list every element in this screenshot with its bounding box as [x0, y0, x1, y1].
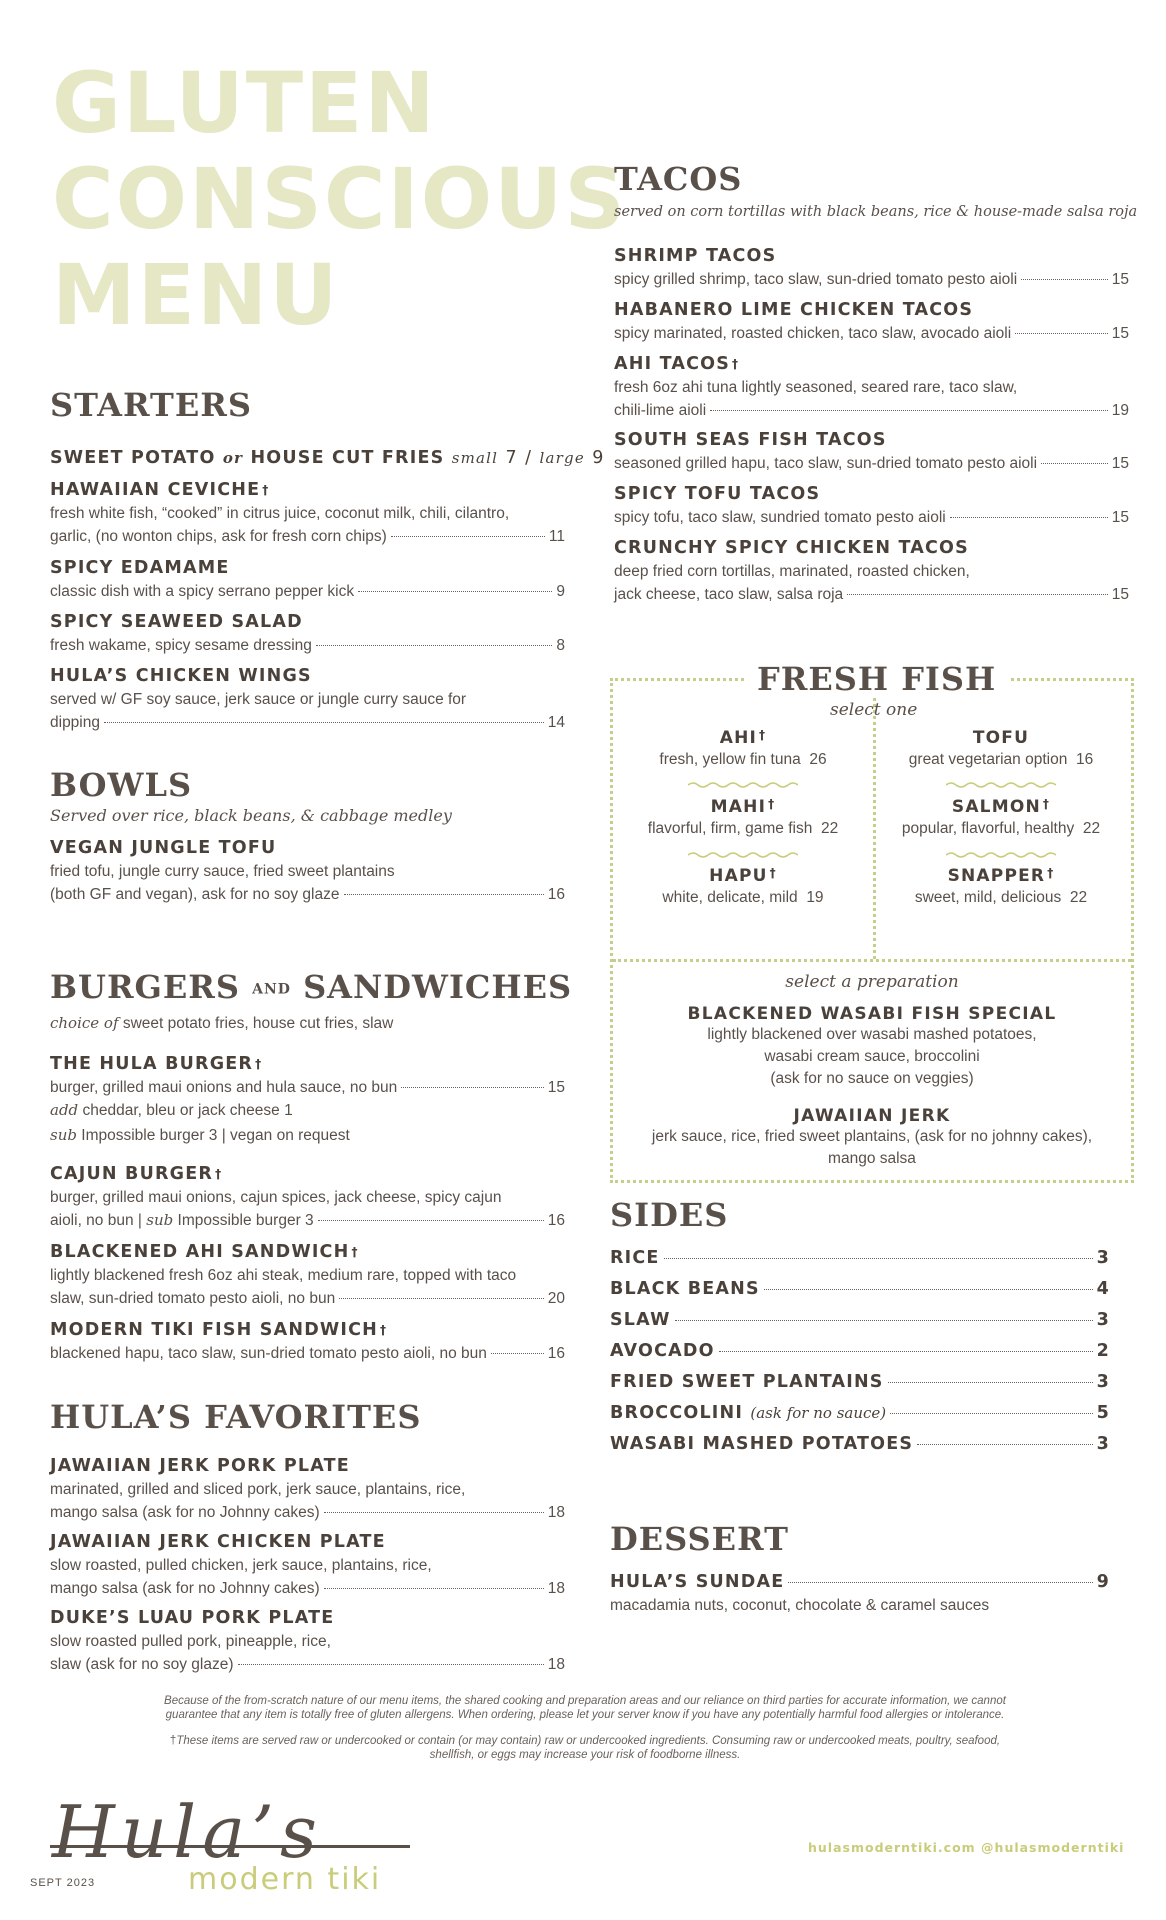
item-price: 19 [1111, 402, 1129, 419]
item-desc: jack cheese, taco slaw, salsa roja [614, 586, 844, 603]
item-name: HABANERO LIME CHICKEN TACOS [614, 300, 974, 320]
fries-item [50, 446, 605, 470]
burgers-heading: BURGERS AND SANDWICHES [50, 968, 573, 1006]
item-price: 16 [1075, 751, 1094, 768]
fries-slash: / [525, 448, 533, 468]
ahi-sandwich-item [50, 1240, 565, 1310]
raw-mark: † [732, 357, 740, 371]
item-name: VEGAN JUNGLE TOFU [50, 838, 277, 858]
logo-underline [50, 1845, 410, 1848]
leader-dots [788, 1582, 1092, 1583]
fish-salmon[interactable]: SALMON † popular, flavorful, healthy 22 [901, 797, 1101, 837]
wave-divider [946, 781, 1056, 789]
item-name: HULA’S CHICKEN WINGS [50, 666, 312, 686]
item-price: 18 [547, 1580, 565, 1597]
item-price: 15 [1111, 509, 1129, 526]
item-name: CRUNCHY SPICY CHICKEN TACOS [614, 538, 969, 558]
item-desc: slow roasted, pulled chicken, jerk sauce, plantains, rice, [50, 1557, 432, 1574]
jerk-pork-item [50, 1454, 565, 1524]
item-desc: slaw, sun-dried tomato pesto aioli, no bun [50, 1290, 336, 1307]
fish-ahi[interactable]: AHI † fresh, yellow fin tuna 26 [659, 728, 827, 768]
item-desc: lightly blackened fresh 6oz ahi steak, medium rare, topped with taco [50, 1267, 517, 1284]
leader-dots [238, 1664, 544, 1665]
leader-dots [847, 594, 1108, 595]
item-name: DUKE’S LUAU PORK PLATE [50, 1608, 335, 1628]
item-desc: fresh 6oz ahi tuna lightly seasoned, seared rare, taco slaw, [614, 379, 1018, 396]
title-line: MENU [52, 246, 340, 344]
fries-or: or [222, 449, 244, 467]
tacos-heading: TACOS [614, 160, 743, 198]
item-desc: deep fried corn tortillas, marinated, roasted chicken, [614, 563, 970, 580]
fresh-fish-title-wrap [745, 660, 1008, 698]
side-item: WASABI MASHED POTATOES 3 [610, 1434, 1110, 1454]
item-name: SHRIMP TACOS [614, 246, 777, 266]
leader-dots [104, 722, 544, 723]
item-price: 16 [547, 1212, 565, 1229]
title-line: CONSCIOUS [52, 150, 627, 248]
item-desc: chili-lime aioli [614, 402, 707, 419]
item-price: 20 [547, 1290, 565, 1307]
fries-name-a: SWEET POTATO [50, 448, 216, 468]
item-name: HAWAIIAN CEVICHE [50, 480, 261, 500]
item-price: 15 [1111, 455, 1129, 472]
jerk-chicken-item [50, 1530, 565, 1600]
bowls-heading: BOWLS [50, 766, 193, 804]
item-name: THE HULA BURGER [50, 1054, 254, 1074]
item-price: 15 [547, 1079, 565, 1096]
wings-item [50, 664, 565, 734]
item-name: AHI TACOS [614, 354, 731, 374]
luau-pork-item [50, 1606, 565, 1676]
item-name: SOUTH SEAS FISH TACOS [614, 430, 887, 450]
leader-dots [1041, 463, 1108, 464]
item-price: 19 [806, 889, 824, 906]
item-desc: blackened hapu, taco slaw, sun-dried tomato pesto aioli, no bun [50, 1345, 487, 1362]
item-price: 16 [547, 886, 565, 903]
website-link[interactable]: hulasmoderntiki.com @hulasmoderntiki [808, 1840, 1125, 1855]
item-desc: fried tofu, jungle curry sauce, fried sweet plantains [50, 863, 395, 880]
dessert-desc: macadamia nuts, coconut, chocolate & caramel sauces [610, 1597, 990, 1614]
item-desc: slow roasted pulled pork, pineapple, rice, [50, 1633, 331, 1650]
fish-snapper[interactable]: SNAPPER † sweet, mild, delicious 22 [914, 866, 1088, 906]
wave-divider [688, 851, 798, 859]
tiki-sandwich-item [50, 1318, 565, 1365]
side-item: FRIED SWEET PLANTAINS 3 [610, 1372, 1110, 1392]
leader-dots [1021, 279, 1108, 280]
tacos-subtitle: served on corn tortillas with black beans, rice & house-made salsa roja [614, 204, 1138, 220]
fries-small: small [451, 449, 499, 467]
item-desc: spicy grilled shrimp, taco slaw, sun-dried tomato pesto aioli [614, 271, 1018, 288]
leader-dots [344, 894, 544, 895]
item-price: 9 [556, 583, 565, 600]
logo-subtitle: modern tiki [188, 1862, 382, 1897]
item-price: 8 [556, 637, 565, 654]
leader-dots [401, 1087, 543, 1088]
crunchy-chicken-tacos-item [614, 536, 1129, 606]
leader-dots [950, 517, 1108, 518]
select-preparation: select a preparation [785, 972, 959, 992]
wave-divider [946, 851, 1056, 859]
fries-small-price: 7 [505, 448, 518, 468]
ceviche-item [50, 478, 565, 548]
cajun-burger-item: CAJUN BURGER † burger, grilled maui onions, cajun spices, jack cheese, spicy cajun aioli, no bun | sub Impossible burger 3 16 [50, 1162, 565, 1232]
hula-burger-item: THE HULA BURGER † burger, grilled maui onions and hula sauce, no bun 15 add cheddar, bleu or jack cheese 1 sub Impossible burger 3 | vegan on request [50, 1054, 565, 1144]
raw-mark: † [380, 1323, 388, 1337]
fresh-fish-heading: FRESH FISH [757, 660, 997, 698]
item-name: CAJUN BURGER [50, 1164, 214, 1184]
side-item: SLAW 3 [610, 1310, 1110, 1330]
leader-dots [339, 1298, 544, 1299]
item-name: BLACKENED AHI SANDWICH [50, 1242, 350, 1262]
item-desc: mango salsa (ask for no Johnny cakes) [50, 1504, 320, 1521]
fish-mahi[interactable]: MAHI † flavorful, firm, game fish 22 [647, 797, 839, 837]
edamame-item [50, 556, 565, 603]
item-price: 22 [1069, 889, 1088, 906]
bowls-subtitle: Served over rice, black beans, & cabbage medley [50, 806, 452, 825]
fries-large-price: 9 [592, 448, 605, 468]
item-desc: mango salsa (ask for no Johnny cakes) [50, 1580, 320, 1597]
item-desc: dipping [50, 714, 100, 731]
side-item: BROCCOLINI (ask for no sauce) 5 [610, 1403, 1110, 1423]
raw-mark: † [215, 1167, 223, 1181]
side-item: AVOCADO 2 [610, 1341, 1110, 1361]
south-seas-tacos-item [614, 428, 1129, 475]
item-name: SPICY TOFU TACOS [614, 484, 821, 504]
fish-tofu[interactable]: TOFU great vegetarian option 16 [908, 728, 1094, 768]
item-price: 18 [547, 1656, 565, 1673]
raw-mark: † [262, 483, 270, 497]
raw-warning: †These items are served raw or undercooked or contain (or may contain) raw or undercooked ingredients. Consuming raw or undercooked meats, poultry, seafood, shellfish, or eggs may increase your risk of foodborne illness. [169, 1735, 1001, 1761]
habanero-tacos-item [614, 298, 1129, 345]
leader-dots [764, 1289, 1093, 1290]
item-name: SPICY EDAMAME [50, 558, 230, 578]
title-line: GLUTEN [52, 54, 437, 152]
leader-dots [890, 1413, 1092, 1414]
item-price: 15 [1111, 271, 1129, 288]
item-desc: classic dish with a spicy serrano pepper kick [50, 583, 355, 600]
item-price: 16 [547, 1345, 565, 1362]
leader-dots [324, 1512, 544, 1513]
disclaimer: Because of the from-scratch nature of our menu items, the shared cooking and preparation areas and our reliance on third parties for accurate information, we cannot guarantee that any item is totally free of gluten allergens. When ordering, please let your server know if you have any potentially harmful food allergies or intolerance. [164, 1695, 1006, 1721]
vegan-tofu-item [50, 836, 565, 906]
item-desc: spicy tofu, taco slaw, sundried tomato pesto aioli [614, 509, 946, 526]
fries-name-b: HOUSE CUT FRIES [250, 448, 445, 468]
divider [613, 959, 1131, 962]
ahi-tacos-item [614, 352, 1129, 422]
item-price: 22 [820, 820, 839, 837]
hulas-logo: Hula’s [52, 1790, 323, 1874]
burger-choice: choice of sweet potato fries, house cut fries, slaw [50, 1014, 394, 1032]
item-price: 14 [547, 714, 565, 731]
item-name: JAWAIIAN JERK PORK PLATE [50, 1456, 350, 1476]
item-price: 26 [809, 751, 827, 768]
dessert-heading: DESSERT [610, 1520, 789, 1558]
item-price: 15 [1111, 586, 1129, 603]
seaweed-item [50, 610, 565, 657]
shrimp-tacos-item [614, 244, 1129, 291]
item-desc: burger, grilled maui onions and hula sauce, no bun [50, 1079, 398, 1096]
spicy-tofu-tacos-item [614, 482, 1129, 529]
leader-dots [888, 1382, 1093, 1383]
fish-hapu[interactable]: HAPU † white, delicate, mild 19 [662, 866, 824, 906]
item-name: MODERN TIKI FISH SANDWICH [50, 1320, 379, 1340]
item-desc: served w/ GF soy sauce, jerk sauce or jungle curry sauce for [50, 691, 467, 708]
side-item: BLACK BEANS 4 [610, 1279, 1110, 1299]
item-desc: spicy marinated, roasted chicken, taco slaw, avocado aioli [614, 325, 1012, 342]
wave-divider [688, 781, 798, 789]
leader-dots [358, 591, 552, 592]
leader-dots [675, 1320, 1093, 1321]
menu-date: SEPT 2023 [30, 1877, 96, 1889]
item-name: JAWAIIAN JERK CHICKEN PLATE [50, 1532, 386, 1552]
leader-dots [917, 1444, 1092, 1445]
leader-dots [1015, 333, 1108, 334]
sides-heading: SIDES [610, 1196, 729, 1234]
item-desc: garlic, (no wonton chips, ask for fresh corn chips) [50, 528, 387, 545]
prep-jawaiian-jerk[interactable]: JAWAIIAN JERK jerk sauce, rice, fried sweet plantains, (ask for no johnny cakes), mango salsa [651, 1106, 1093, 1167]
item-desc: marinated, grilled and sliced pork, jerk sauce, plantains, rice, [50, 1481, 466, 1498]
item-name: SPICY SEAWEED SALAD [50, 612, 303, 632]
item-desc: fresh wakame, spicy sesame dressing [50, 637, 312, 654]
leader-dots [316, 645, 552, 646]
menu-title [52, 54, 627, 344]
raw-mark: † [255, 1057, 263, 1071]
item-desc: (both GF and vegan), ask for no soy glaze [50, 886, 340, 903]
item-desc: burger, grilled maui onions, cajun spices, jack cheese, spicy cajun [50, 1189, 502, 1206]
item-desc: cheddar, bleu or jack cheese 1 [82, 1102, 293, 1119]
item-price: 22 [1082, 820, 1101, 837]
leader-dots [719, 1351, 1093, 1352]
dessert-item: HULA’S SUNDAE 9 [610, 1572, 1110, 1592]
leader-dots [324, 1588, 544, 1589]
select-one: select one [830, 700, 918, 720]
starters-heading: STARTERS [50, 386, 252, 424]
item-price: 11 [548, 528, 565, 545]
prep-blackened-wasabi[interactable]: BLACKENED WASABI FISH SPECIAL lightly blackened over wasabi mashed potatoes, wasabi cream sauce, broccolini (ask for no sauce on veggies) [687, 1004, 1057, 1087]
item-desc: Impossible burger 3 | vegan on request [81, 1127, 350, 1144]
leader-dots [710, 410, 1108, 411]
leader-dots [491, 1353, 544, 1354]
leader-dots [318, 1220, 544, 1221]
item-price: 15 [1111, 325, 1129, 342]
leader-dots [391, 536, 545, 537]
item-desc: seasoned grilled hapu, taco slaw, sun-dried tomato pesto aioli [614, 455, 1038, 472]
fries-large: large [539, 449, 585, 467]
side-item: RICE 3 [610, 1248, 1110, 1268]
item-price: 18 [547, 1504, 565, 1521]
favorites-heading: HULA’S FAVORITES [50, 1398, 422, 1436]
item-desc: fresh white fish, “cooked” in citrus juice, coconut milk, chili, cilantro, [50, 505, 510, 522]
item-desc: slaw (ask for no soy glaze) [50, 1656, 234, 1673]
raw-mark: † [351, 1245, 359, 1259]
leader-dots [664, 1258, 1093, 1259]
